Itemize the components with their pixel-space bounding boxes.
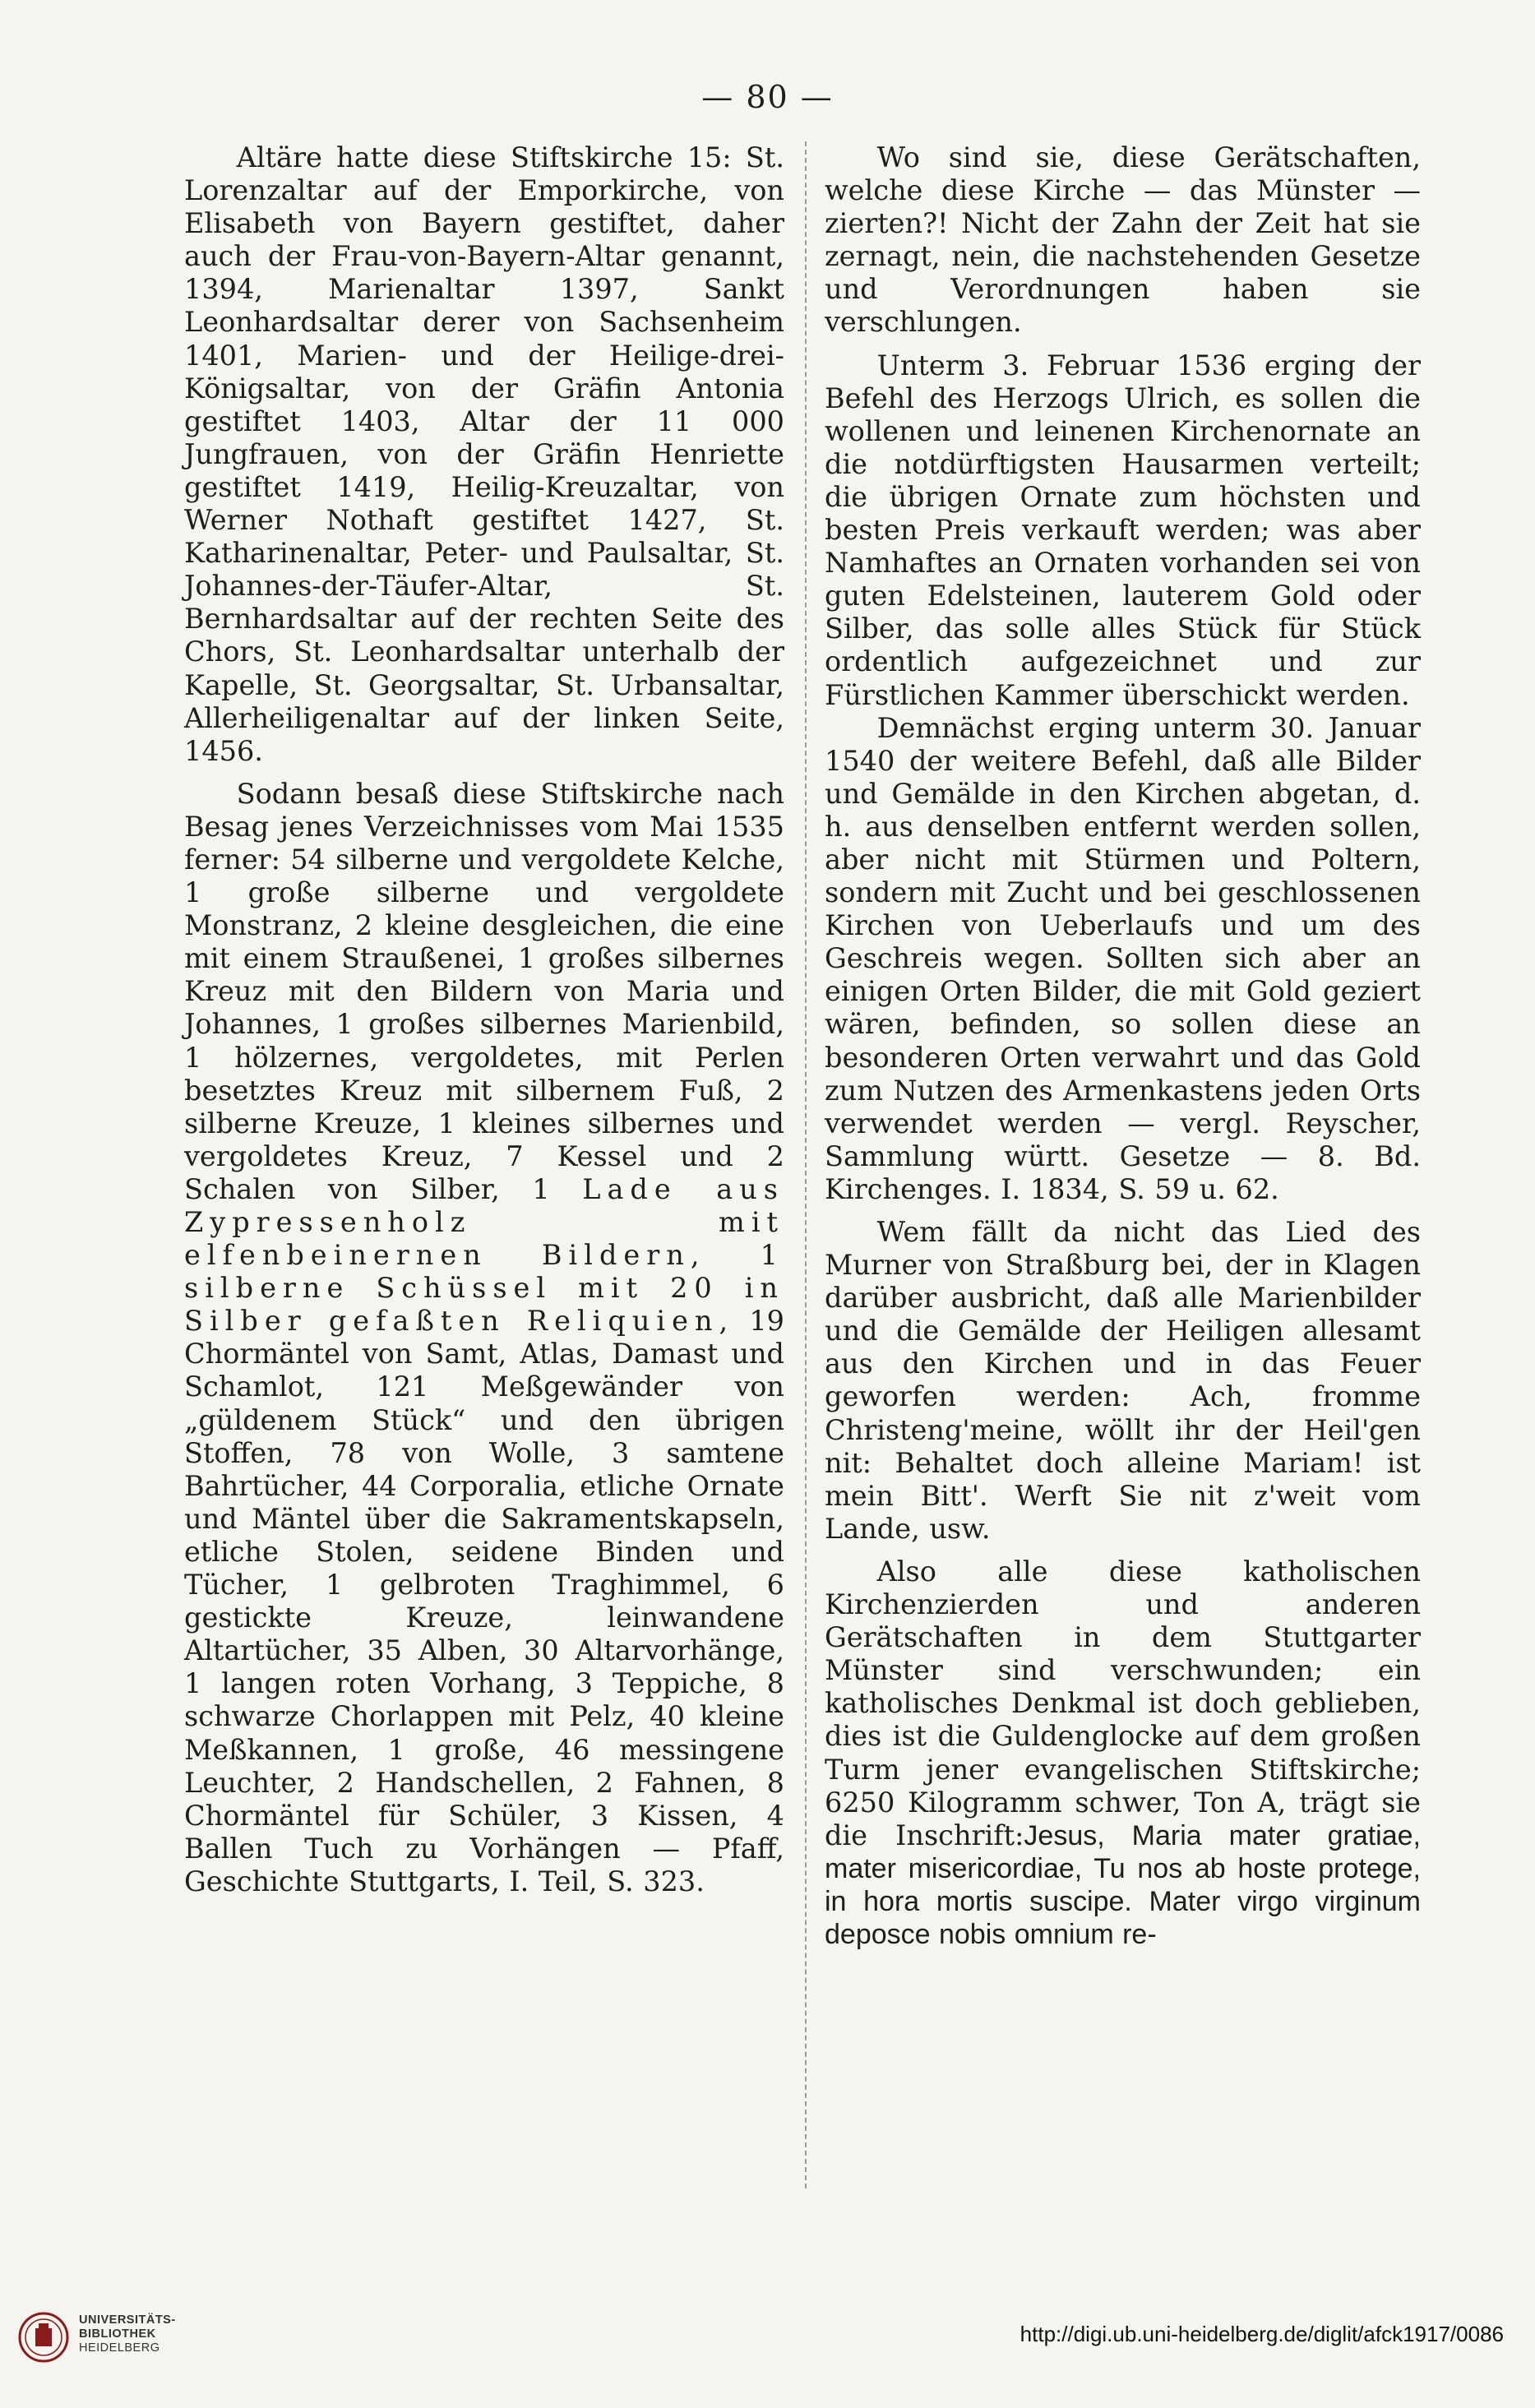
left-paragraph-2-end: 19 Chormäntel von Samt, Atlas, Damast und Schamlot, 121 Meßgewänder von „güldenem Stück“ und den übrigen Stoffen, 78 von Wolle, 3 samtene Bahrtücher, 44 Corporalia, etliche Ornate und Mäntel über die Sakramentskapseln, etliche Stolen, seidene Binden und Tücher, 1 gelbroten Traghimmel, 6 gestickte Kreuze, leinwandene Altartücher, 35 Alben, 30 Altarvorhänge, 1 langen roten Vorhang, 3 Teppiche, 8 schwarze Chorlappen mit Pelz, 40 kleine Meßkannen, 1 große, 46 messingene Leuchter, 2 Handschellen, 2 Fahnen, 8 Chormäntel für Schüler, 3 Kissen, 4 Ballen Tuch zu Vorhängen — Pfaff, Geschichte Stuttgarts, I. Teil, S. 323. <box>184 1305 784 1897</box>
footer-bar <box>0 2286 1535 2408</box>
left-paragraph-2 <box>184 778 784 1898</box>
latin-inscription: Jesus, Maria mater gratiae, mater misericordiae, Tu nos ab hoste protege, in hora mortis suscipe. Mater virgo virginum deposce nobis omnium re- <box>825 1819 1421 1950</box>
right-paragraph-5 <box>825 1555 1421 1951</box>
left-paragraph-2-start: Sodann besaß diese Stiftskirche nach Besag jenes Verzeichnisses vom Mai 1535 ferner: 54 silberne und vergoldete Kelche, 1 große silberne und vergoldete Monstranz, 2 kleine desgleichen, die eine mit einem Straußenei, 1 großes silbernes Kreuz mit den Bildern von Maria und Johannes, 1 großes silbernes Marienbild, 1 hölzernes, vergoldetes, mit Perlen besetztes Kreuz mit silbernem Fuß, 2 silberne Kreuze, 1 kleines silbernes und vergoldetes Kreuz, 7 Kessel und 2 Schalen von Silber, 1 <box>184 777 784 1205</box>
library-name <box>79 2313 176 2355</box>
source-url-link[interactable]: http://digi.ub.uni-heidelberg.de/diglit/afck1917/0086 <box>1019 2322 1504 2346</box>
right-paragraph-5-text: Also alle diese katholischen Kirchenzierden und anderen Gerätschaften in dem Stuttgarter Münster sind verschwunden; ein katholisches Denkmal ist doch geblieben, dies ist die Guldenglocke auf dem großen Turm jener evangelischen Stiftskirche; 6250 Kilogramm schwer, Ton A, trägt sie die Inschrift: <box>825 1555 1421 1851</box>
library-name-line-2: BIBLIOTHEK <box>79 2327 156 2341</box>
right-paragraph-4: Wem fällt da nicht das Lied des Murner von Straßburg bei, der in Klagen darüber ausbricht, daß alle Marienbilder und die Gemälde der Heiligen allesamt aus den Kirchen und in das Feuer geworfen werden: Ach, fromme Christeng'meine, wöllt ihr der Heil'gen nit: Behaltet doch alleine Mariam! ist mein Bitt'. Werft Sie nit z'weit vom Lande, usw. <box>825 1216 1421 1545</box>
right-paragraph-1: Wo sind sie, diese Gerätschaften, welche diese Kirche — das Münster — zierten?! Nicht der Zahn der Zeit hat sie zernagt, nein, die nachstehenden Gesetze und Verordnungen haben sie verschlungen. <box>825 141 1421 339</box>
library-name-line-1: UNIVERSITÄTS- <box>79 2313 176 2327</box>
left-paragraph-1: Altäre hatte diese Stiftskirche 15: St. Lorenzaltar auf der Emporkirche, von Elisabeth von Bayern gestiftet, daher auch der Frau-von-Bayern-Altar genannt, 1394, Marienaltar 1397, Sankt Leonhardsaltar derer von Sachsenheim 1401, Marien- und der Heilige-drei-Königsaltar, von der Gräfin Antonia gestiftet 1403, Altar der 11 000 Jungfrauen, von der Gräfin Henriette gestiftet 1419, Heilig-Kreuzaltar, von Werner Nothaft gestiftet 1427, St. Katharinenaltar, Peter- und Paulsaltar, St. Johannes-der-Täufer-Altar, St. Bernhardsaltar auf der rechten Seite des Chors, St. Leonhardsaltar unterhalb der Kapelle, St. Georgsaltar, St. Urbansaltar, Allerheiligenaltar auf der linken Seite, 1456. <box>184 141 784 767</box>
right-paragraph-2: Unterm 3. Februar 1536 erging der Befehl des Herzogs Ulrich, es sollen die wollenen und leinenen Kirchenornate an die notdürftigsten Hausarmen verteilt; die übrigen Ornate zum höchsten und besten Preis verkauft werden; was aber Namhaftes an Ornaten vorhanden sei von guten Edelsteinen, lauterem Gold oder Silber, das solle alles Stück für Stück ordentlich aufgezeichnet und zur Fürstlichen Kammer überschickt werden. <box>825 349 1421 711</box>
page-number: — 80 — <box>701 79 834 115</box>
right-column <box>825 141 1421 1951</box>
left-column <box>184 141 784 1898</box>
university-seal-icon <box>18 2312 69 2363</box>
library-name-line-3: HEIDELBERG <box>79 2341 160 2355</box>
right-paragraph-3: Demnächst erging unterm 30. Januar 1540 der weitere Befehl, daß alle Bilder und Gemälde in den Kirchen abgetan, d. h. aus denselben entfernt werden sollen, aber nicht mit Stürmen und Poltern, sondern mit Zucht und bei geschlossenen Kirchen von Ueberlaufs und um des Geschreis wegen. Sollten sich aber an einigen Orten Bilder, die mit Gold geziert wären, befinden, so sollen diese an besonderen Orten verwahrt und das Gold zum Nutzen des Armenkastens jeden Orts verwendet werden — vergl. Reyscher, Sammlung württ. Gesetze — 8. Bd. Kirchenges. I. 1834, S. 59 u. 62. <box>825 711 1421 1205</box>
column-divider <box>805 141 807 2188</box>
spaced-emphasis: Lade aus Zypressenholz mit elfenbeinernen Bildern, 1 silberne Schüssel mit 20 in Silber gefaßten Reliquien, <box>184 1172 784 1338</box>
